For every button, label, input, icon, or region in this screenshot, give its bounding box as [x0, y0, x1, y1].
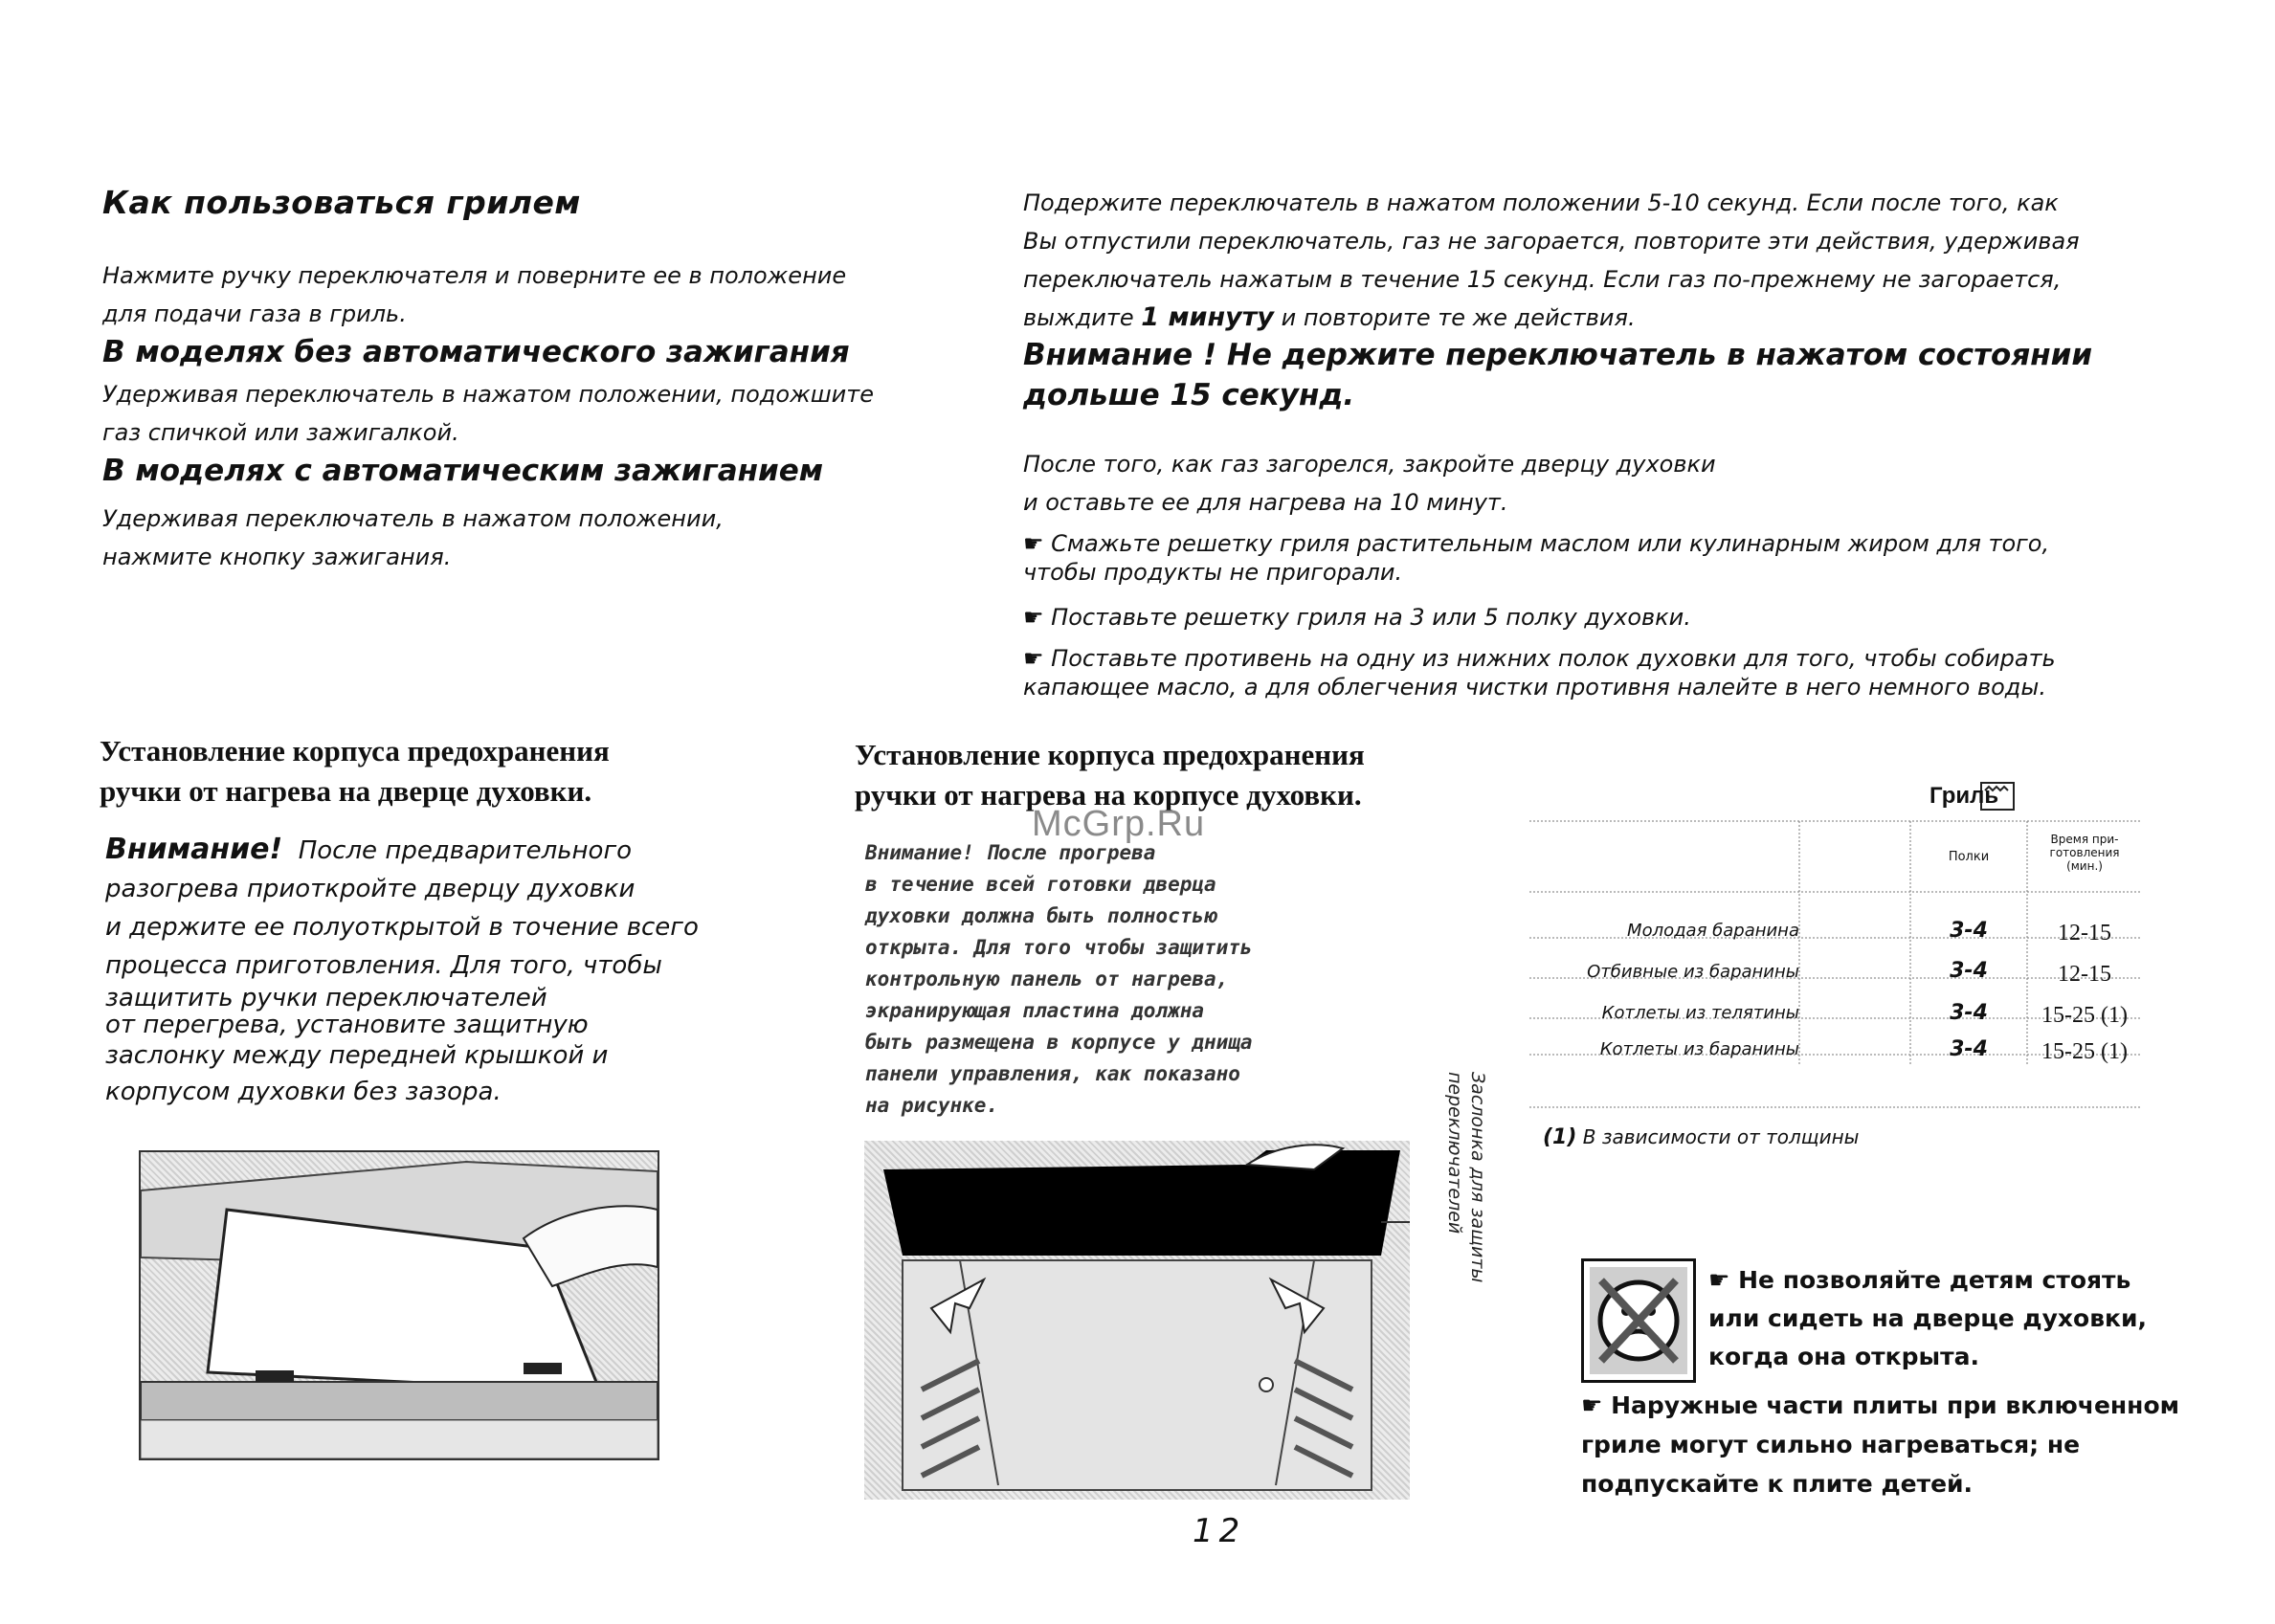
- section-title: Как пользоваться грилем: [102, 184, 581, 221]
- grill-row-shelf: 3-4: [1950, 1037, 1988, 1061]
- grill-table-footnote: (1) В зависимости от толщины: [1543, 1125, 1860, 1149]
- child-warning-text: ☛ Не позволяйте детям стоять или сидеть на дверце духовки, когда она открыта.: [1708, 1266, 2148, 1370]
- grill-table-title: Гриль: [1929, 783, 1999, 809]
- door-shield-illustration: [139, 1150, 659, 1460]
- shield-callout-label: Заслонка для защиты переключателей: [1444, 1072, 1488, 1283]
- after-ignition-text: После того, как газ загорелся, закройте дверцу духовки и оставьте ее для нагрева на 10 минут.: [1023, 451, 1716, 516]
- no-auto-ignition-heading: В моделях без автоматического зажигания: [102, 335, 850, 369]
- door-section-heading: Установление корпуса предохранения ручки от нагрева на дверце духовки.: [100, 734, 610, 808]
- grill-row-time: 12-15: [2058, 921, 2111, 945]
- body-attention-text: Внимание! После прогрева в течение всей готовки дверца духовки должна быть полностью открыта. Для того чтобы защитить контрольную панель от нагрева, экранирующая пластина должна быть размещена в корпусе у днища панели управления, как показано на рисунке.: [865, 841, 1253, 1117]
- auto-ignition-text: Удерживая переключатель в нажатом положении, нажмите кнопку зажигания.: [102, 505, 724, 570]
- grill-table-shelf-header: Полки: [1948, 850, 1990, 864]
- grill-row-name: Котлеты из телятины: [1601, 1003, 1799, 1023]
- grill-row-time: 12-15: [2058, 962, 2111, 987]
- grill-row-time: 15-25 (1): [2041, 1003, 2128, 1028]
- no-auto-ignition-text: Удерживая переключатель в нажатом положении, подожшите газ спичкой или зажигалкой.: [102, 381, 875, 446]
- grill-row-time: 15-25 (1): [2041, 1039, 2128, 1064]
- grill-row-shelf: 3-4: [1950, 919, 1988, 943]
- no-child-on-door-icon: [1581, 1258, 1696, 1383]
- door-attention-text: Внимание! После предварительного разогрева приоткройте дверцу духовки и держите ее полуоткрытой в точение всего процесса приготовления. Для того, чтобы защитить ручки переключателей от перегрева, установите защитную заслонку между передней крышкой и корпусом духовки без зазора.: [105, 833, 699, 1106]
- bullet-rack-shelf: ☛ Поставьте решетку гриля на 3 или 5 полку духовки.: [1023, 604, 1691, 631]
- grill-row-shelf: 3-4: [1950, 959, 1988, 983]
- grill-row-name: Котлеты из баранины: [1599, 1039, 1799, 1059]
- bullet-drip-tray: ☛ Поставьте противень на одну из нижних полок духовки для того, чтобы собирать капающее масло, а для облегчения чистки противня налейте в него немного воды.: [1023, 645, 2056, 701]
- grill-row-shelf: 3-4: [1950, 1001, 1988, 1025]
- hot-surface-warning-text: ☛ Наружные части плиты при включенном гриле могут сильно нагреваться; не подпускайте к плите детей.: [1581, 1391, 2180, 1498]
- warning-heading: Внимание ! Не держите переключатель в нажатом состоянии дольше 15 секунд.: [1023, 338, 2093, 412]
- hold-instructions: Подержите переключатель в нажатом положении 5-10 секунд. Если после того, как Вы отпустили переключатель, газ не загорается, повторите эти действия, удерживая переключатель нажатым в течение 15 секунд. Если газ по-прежнему не загорается, выждите 1 минуту и повторите те же действия.: [1023, 189, 2080, 332]
- grill-row-name: Отбивные из баранины: [1587, 962, 1799, 982]
- watermark: McGrp.Ru: [1032, 804, 1206, 844]
- grill-table: [1529, 777, 2142, 1117]
- intro-text: Нажмите ручку переключателя и поверните ее в положение для подачи газа в гриль.: [102, 262, 847, 327]
- body-shield-illustration: [864, 1141, 1410, 1500]
- grill-table-time-header: Время при- готовления (мин.): [2049, 833, 2120, 873]
- page-number: 12: [1193, 1512, 1246, 1550]
- body-section-heading: Установление корпуса предохранения ручки от нагрева на корпусе духовки.: [855, 738, 1365, 812]
- bullet-grease-rack: ☛ Смажьте решетку гриля растительным маслом или кулинарным жиром для того, чтобы продукты не пригорали.: [1023, 530, 2050, 586]
- grill-row-name: Молодая баранина: [1627, 921, 1799, 941]
- auto-ignition-heading: В моделях с автоматическим зажиганием: [102, 454, 824, 488]
